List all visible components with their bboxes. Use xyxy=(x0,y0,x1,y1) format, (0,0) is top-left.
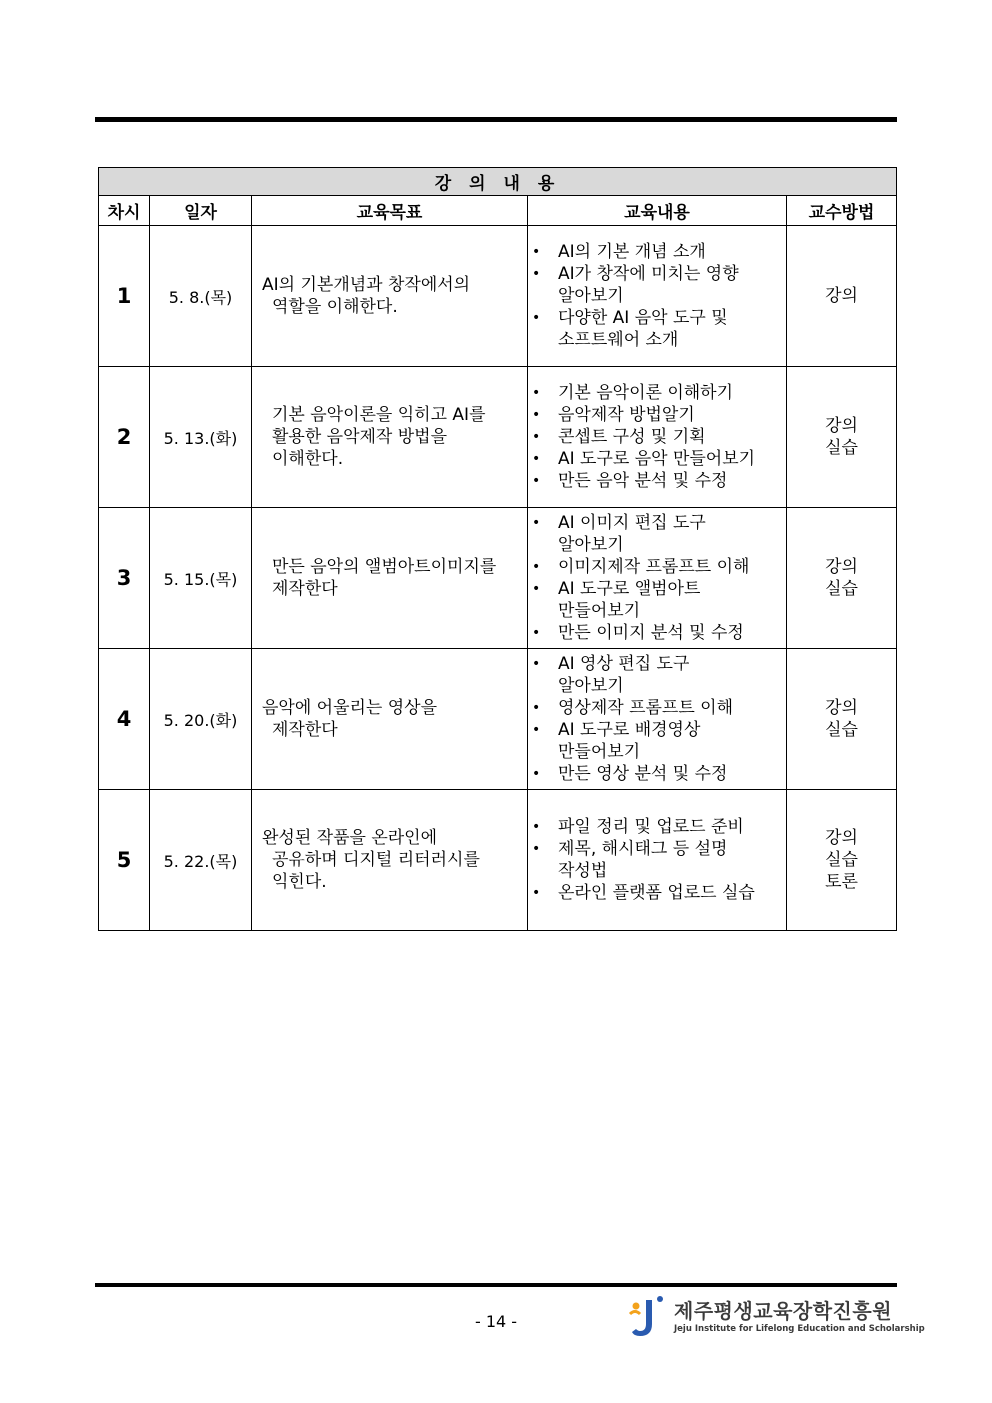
method-item: 강의 xyxy=(825,416,858,436)
method-item: 강의 xyxy=(825,828,858,848)
session-date: 5. 8.(목) xyxy=(150,226,252,367)
method-item: 실습 xyxy=(825,720,858,740)
goal-line: 제작한다 xyxy=(272,720,338,740)
content-item: • 다양한 AI 음악 도구 및 소프트웨어 소개 xyxy=(532,307,786,351)
education-content xyxy=(528,790,787,931)
method-item: 강의 xyxy=(825,286,858,306)
footer-rule xyxy=(95,1283,897,1287)
method-item: 실습 xyxy=(825,438,858,458)
session-number: 5 xyxy=(99,790,150,931)
goal-line: 이해한다. xyxy=(272,449,344,469)
table-row xyxy=(99,367,897,508)
session-date: 5. 20.(화) xyxy=(150,649,252,790)
session-number: 2 xyxy=(99,367,150,508)
content-item: • AI 도구로 음악 만들어보기 xyxy=(532,448,786,470)
teaching-method xyxy=(787,790,897,931)
goal-line: AI의 기본개념과 창작에서의 xyxy=(262,275,471,295)
teaching-method xyxy=(787,226,897,367)
method-item: 실습 xyxy=(825,579,858,599)
education-goal xyxy=(252,649,528,790)
content-item: • 제목, 해시태그 등 설명 작성법 xyxy=(532,838,786,882)
method-item: 실습 xyxy=(825,850,858,870)
education-goal xyxy=(252,508,528,649)
goal-line: 완성된 작품을 온라인에 xyxy=(262,828,438,848)
goal-line: 제작한다 xyxy=(272,579,338,599)
header-rule xyxy=(95,117,897,122)
education-content xyxy=(528,226,787,367)
table-row xyxy=(99,649,897,790)
goal-line: 공유하며 디지털 리터러시를 xyxy=(272,850,480,870)
education-content xyxy=(528,367,787,508)
header-goal: 교육목표 xyxy=(252,196,528,226)
teaching-method xyxy=(787,649,897,790)
content-item: • AI 이미지 편집 도구 알아보기 xyxy=(532,512,786,556)
header-session: 차시 xyxy=(99,196,150,226)
content-list xyxy=(528,653,786,785)
goal-line: 만든 음악의 앨범아트이미지를 xyxy=(272,557,497,577)
org-logo xyxy=(626,1294,925,1340)
goal-line: 익힌다. xyxy=(272,872,327,892)
education-content xyxy=(528,508,787,649)
content-item: • AI가 창작에 미치는 영향 알아보기 xyxy=(532,263,786,307)
header-method: 교수방법 xyxy=(787,196,897,226)
content-item: • AI의 기본 개념 소개 xyxy=(532,241,786,263)
table-title: 강 의 내 용 xyxy=(99,168,897,196)
org-name-ko: 제주평생교육장학진흥원 xyxy=(674,1299,893,1323)
table-row xyxy=(99,508,897,649)
content-item: • 온라인 플랫폼 업로드 실습 xyxy=(532,882,786,904)
content-item: • 콘셉트 구성 및 기획 xyxy=(532,426,786,448)
header-content: 교육내용 xyxy=(528,196,787,226)
content-list xyxy=(528,241,786,351)
content-item: • AI 영상 편집 도구 알아보기 xyxy=(532,653,786,697)
content-item: • 파일 정리 및 업로드 준비 xyxy=(532,816,786,838)
session-number: 3 xyxy=(99,508,150,649)
education-content xyxy=(528,649,787,790)
content-item: • AI 도구로 배경영상 만들어보기 xyxy=(532,719,786,763)
content-item: • 기본 음악이론 이해하기 xyxy=(532,382,786,404)
content-item: • 영상제작 프롬프트 이해 xyxy=(532,697,786,719)
teaching-method xyxy=(787,367,897,508)
content-item: • 만든 음악 분석 및 수정 xyxy=(532,470,786,492)
education-goal xyxy=(252,367,528,508)
method-item: 강의 xyxy=(825,557,858,577)
content-item: • 이미지제작 프롬프트 이해 xyxy=(532,556,786,578)
education-goal xyxy=(252,226,528,367)
session-number: 4 xyxy=(99,649,150,790)
teaching-method xyxy=(787,508,897,649)
content-item: • 만든 이미지 분석 및 수정 xyxy=(532,622,786,644)
method-item: 토론 xyxy=(825,872,858,892)
table-row xyxy=(99,226,897,367)
goal-line: 기본 음악이론을 익히고 AI를 xyxy=(272,405,486,425)
header-date: 일자 xyxy=(150,196,252,226)
session-date: 5. 22.(목) xyxy=(150,790,252,931)
content-list xyxy=(528,382,786,492)
goal-line: 역할을 이해한다. xyxy=(272,297,398,317)
table-row xyxy=(99,790,897,931)
content-list xyxy=(528,512,786,644)
method-item: 강의 xyxy=(825,698,858,718)
content-item: • 만든 영상 분석 및 수정 xyxy=(532,763,786,785)
session-date: 5. 15.(목) xyxy=(150,508,252,649)
content-list xyxy=(528,816,786,904)
page-number: - 14 - xyxy=(474,1312,518,1331)
session-date: 5. 13.(화) xyxy=(150,367,252,508)
content-item: • 음악제작 방법알기 xyxy=(532,404,786,426)
goal-line: 음악에 어울리는 영상을 xyxy=(262,698,438,718)
goal-line: 활용한 음악제작 방법을 xyxy=(272,427,448,447)
lecture-table xyxy=(98,167,897,931)
org-logo-icon xyxy=(626,1294,666,1340)
content-item: • AI 도구로 앨범아트 만들어보기 xyxy=(532,578,786,622)
education-goal xyxy=(252,790,528,931)
org-name-en: Jeju Institute for Lifelong Education and Scholarship xyxy=(674,1324,925,1334)
session-number: 1 xyxy=(99,226,150,367)
